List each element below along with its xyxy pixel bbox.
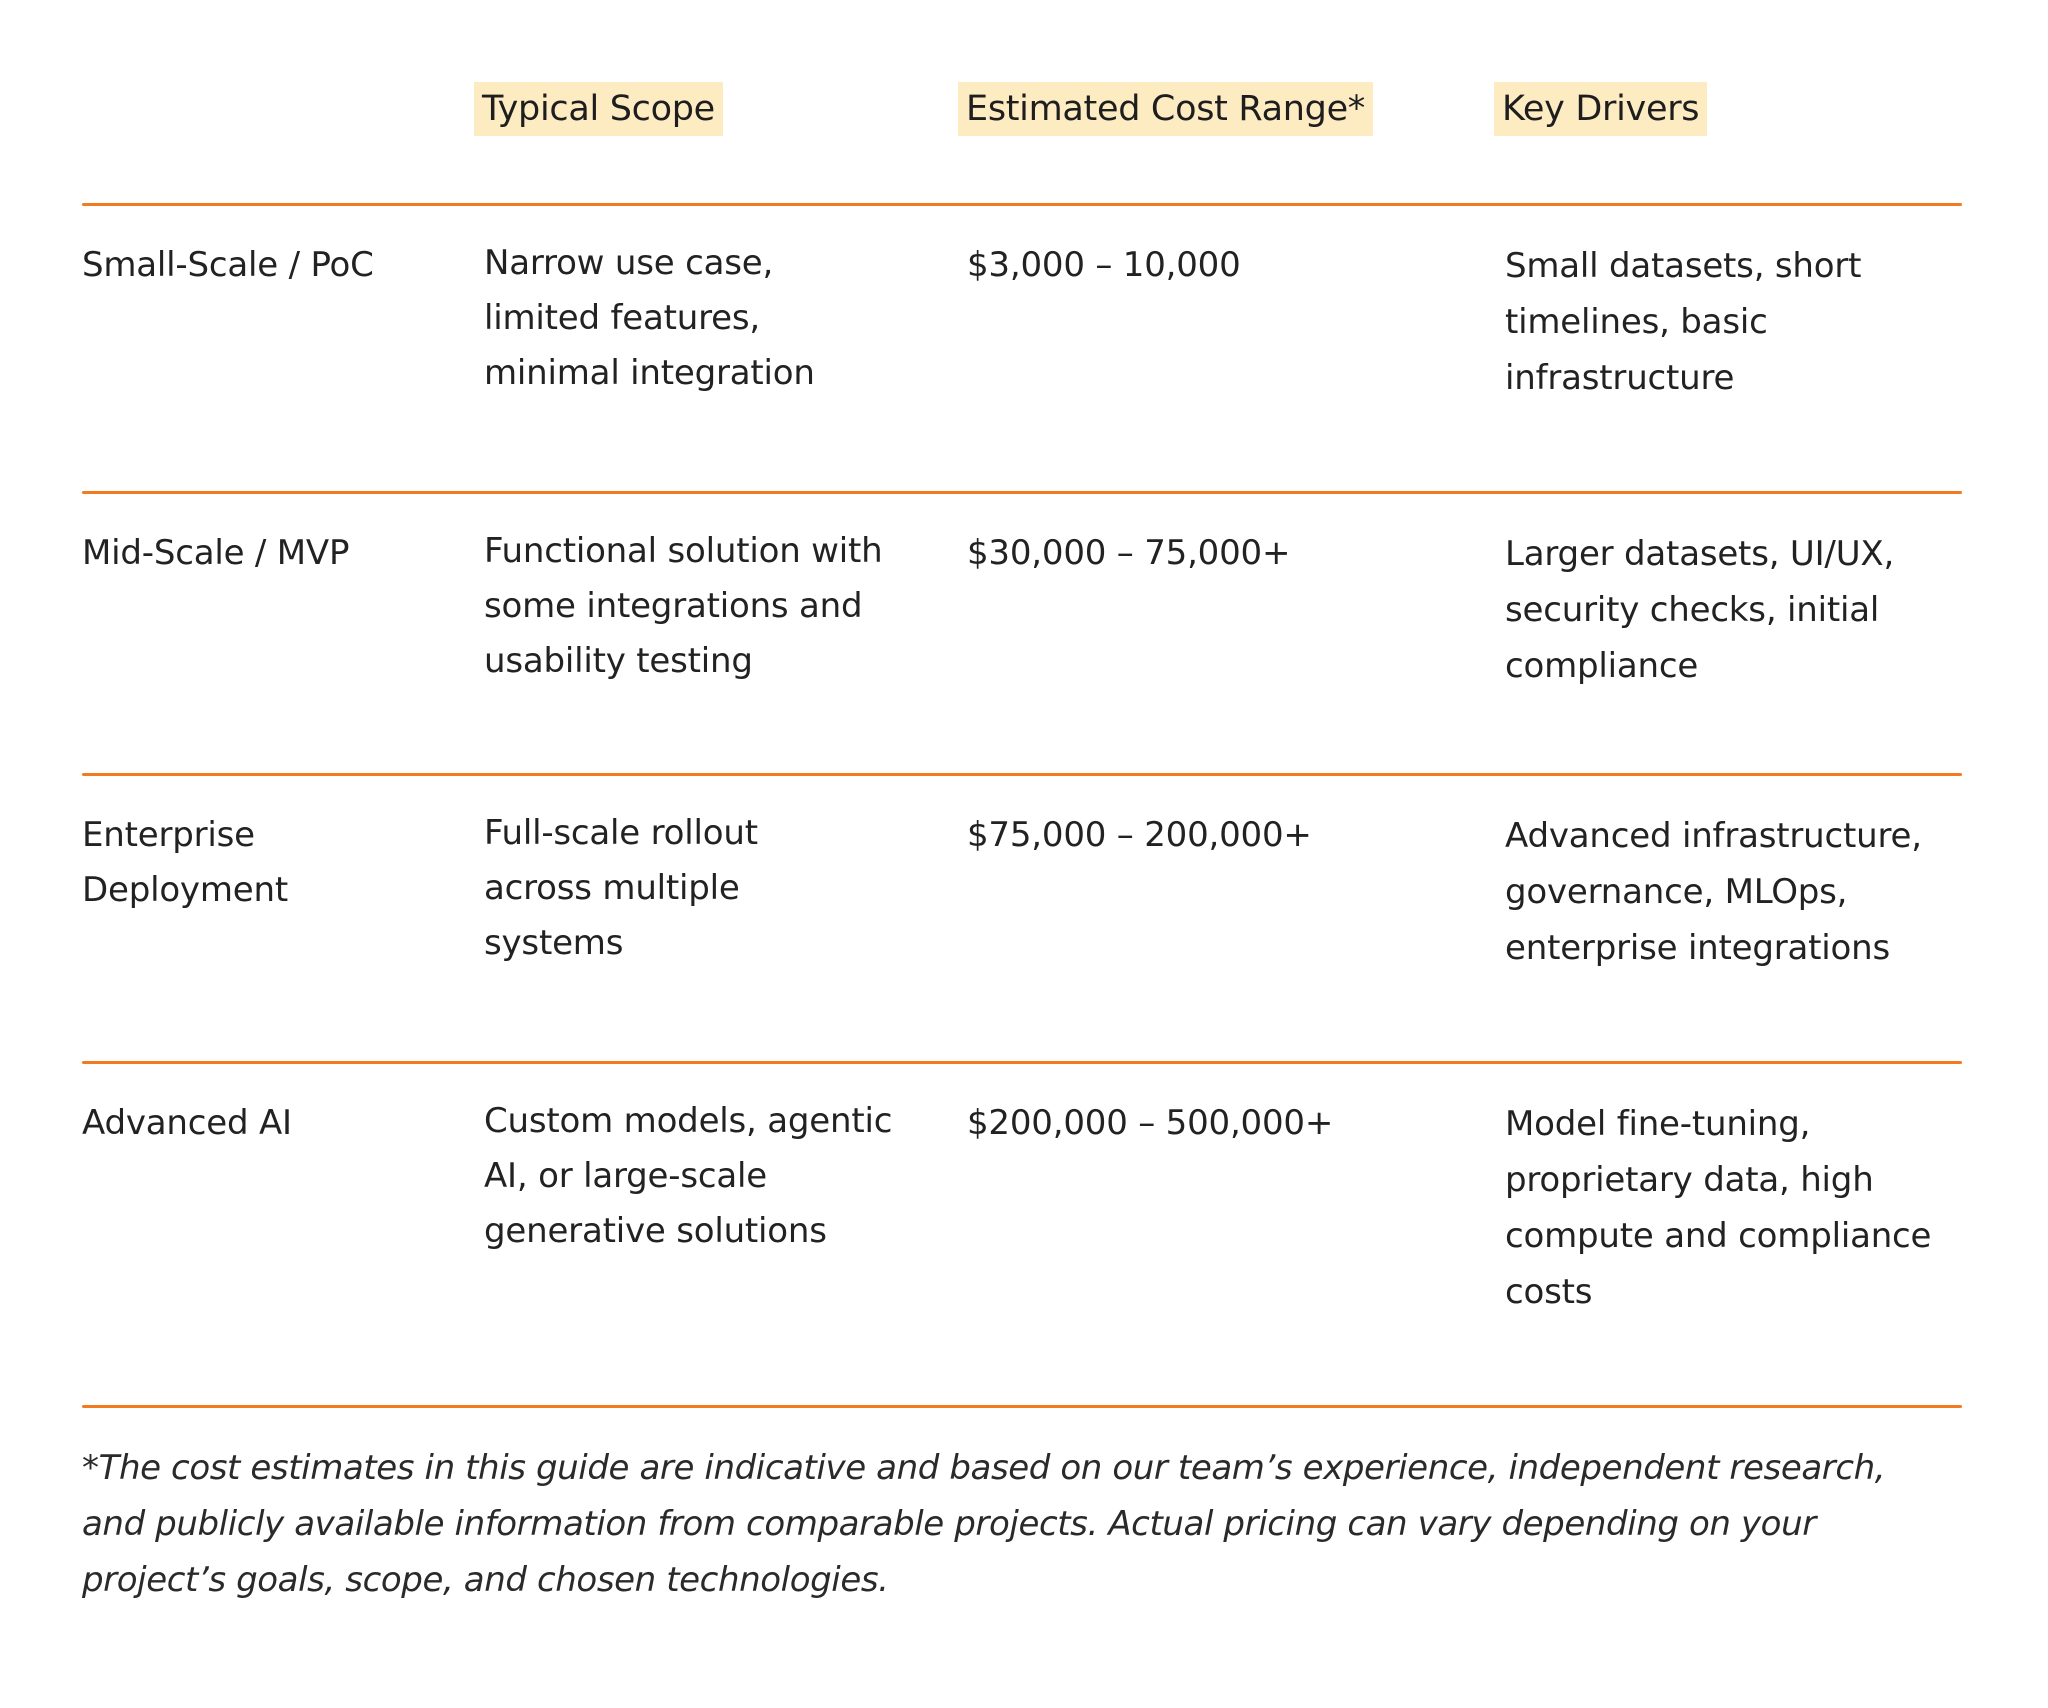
driver-line: Small datasets, short [1505, 246, 1862, 286]
scope-line: limited features, [484, 298, 760, 338]
scope-line: minimal integration [484, 353, 815, 393]
scope-cell [484, 1094, 944, 1259]
driver-line: proprietary data, high [1505, 1160, 1874, 1200]
scope-line: systems [484, 923, 624, 963]
cost-value: $30,000 – 75,000+ [967, 533, 1291, 573]
tier-cell [82, 808, 462, 918]
cost-value: $200,000 – 500,000+ [967, 1103, 1334, 1143]
header-key-drivers: Key Drivers [1494, 82, 1707, 136]
scope-line: usability testing [484, 641, 753, 681]
row-divider [82, 491, 1962, 494]
tier-label: Small-Scale / PoC [82, 245, 374, 285]
row-divider [82, 773, 1962, 776]
scope-line: across multiple [484, 868, 740, 908]
driver-line: costs [1505, 1272, 1593, 1312]
cost-cell [967, 808, 1487, 863]
scope-cell [484, 524, 944, 689]
scope-line: Custom models, agentic [484, 1101, 893, 1141]
footnote-line: and publicly available information from comparable projects. Actual pricing can vary depending on your [82, 1504, 1816, 1544]
scope-line: generative solutions [484, 1211, 827, 1251]
cost-cell [967, 526, 1487, 581]
header-typical-scope: Typical Scope [474, 82, 723, 136]
tier-label: Enterprise [82, 815, 255, 855]
scope-cell [484, 236, 944, 401]
tier-cell [82, 1096, 462, 1151]
cost-cell [967, 1096, 1487, 1151]
driver-line: timelines, basic [1505, 302, 1768, 342]
driver-line: enterprise integrations [1505, 928, 1891, 968]
scope-cell [484, 806, 944, 971]
scope-line: Functional solution with [484, 531, 883, 571]
row-divider [82, 203, 1962, 206]
row-divider [82, 1061, 1962, 1064]
footnote-line: project’s goals, scope, and chosen technologies. [82, 1560, 889, 1600]
driver-line: security checks, initial [1505, 590, 1880, 630]
scope-line: Full-scale rollout [484, 813, 758, 853]
scope-line: some integrations and [484, 586, 863, 626]
tier-cell [82, 238, 462, 293]
scope-line: AI, or large-scale [484, 1156, 767, 1196]
driver-line: Larger datasets, UI/UX, [1505, 534, 1895, 574]
scope-line: Narrow use case, [484, 243, 774, 283]
driver-line: compliance [1505, 646, 1699, 686]
tier-label: Deployment [82, 870, 288, 910]
drivers-cell [1505, 238, 1975, 406]
driver-line: compute and compliance [1505, 1216, 1932, 1256]
driver-line: Model fine-tuning, [1505, 1104, 1811, 1144]
driver-line: governance, MLOps, [1505, 872, 1848, 912]
tier-cell [82, 526, 462, 581]
table-bottom-divider [82, 1405, 1962, 1408]
driver-line: Advanced infrastructure, [1505, 816, 1922, 856]
header-estimated-cost-range: Estimated Cost Range* [958, 82, 1373, 136]
tier-label: Advanced AI [82, 1103, 292, 1143]
drivers-cell [1505, 1096, 1975, 1320]
cost-cell [967, 238, 1487, 293]
footnote [82, 1440, 1982, 1608]
cost-value: $75,000 – 200,000+ [967, 815, 1312, 855]
drivers-cell [1505, 526, 1975, 694]
footnote-line: *The cost estimates in this guide are indicative and based on our team’s experience, independent research, [82, 1448, 1886, 1488]
cost-value: $3,000 – 10,000 [967, 245, 1241, 285]
tier-label: Mid-Scale / MVP [82, 533, 350, 573]
driver-line: infrastructure [1505, 358, 1735, 398]
drivers-cell [1505, 808, 1975, 976]
